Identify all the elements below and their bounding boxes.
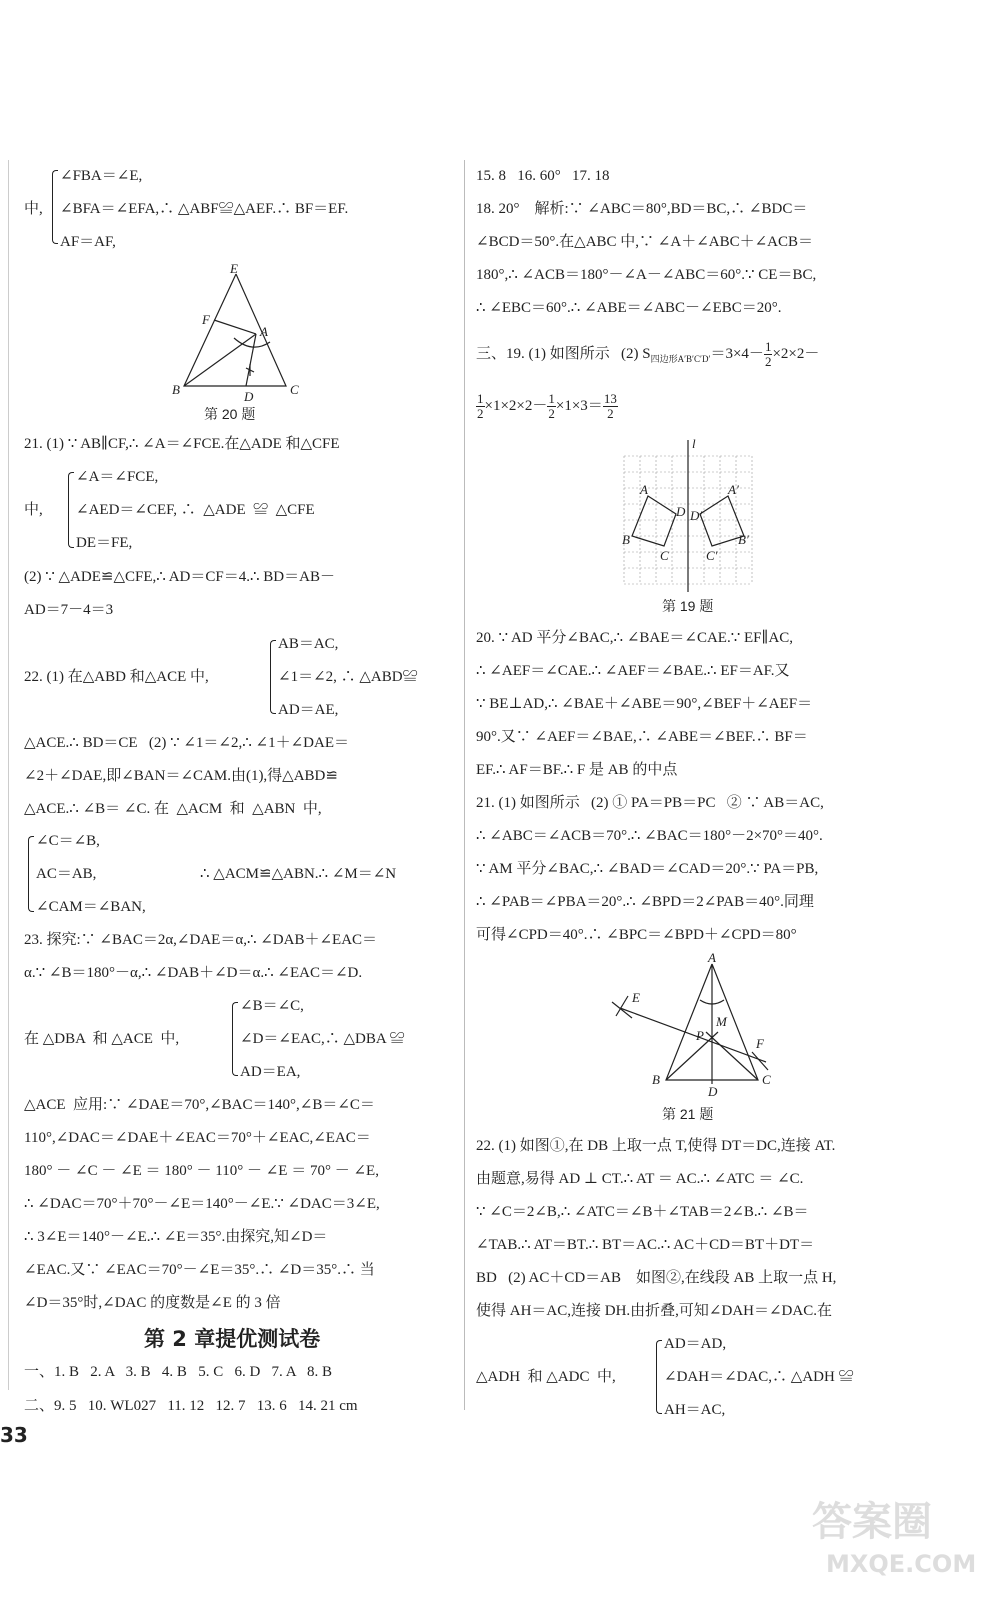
text-line: ∴ ∠EBC＝60°.∴ ∠ABE＝∠ABC－∠EBC＝20°. bbox=[476, 300, 782, 316]
figure-caption: 第 20 题 bbox=[204, 406, 256, 422]
text-line: AC＝AB, bbox=[36, 866, 97, 882]
numerator: 1 bbox=[764, 339, 772, 354]
figure-21 bbox=[606, 952, 776, 1098]
text-line: (2) ∵ △ADE≌△CFE,∴ AD＝CF＝4.∴ BD＝AB－ bbox=[24, 569, 335, 585]
label-l: l bbox=[692, 436, 696, 451]
text-line: AH＝AC, bbox=[664, 1402, 726, 1418]
text-line: △ADH 和 △ADC 中, bbox=[476, 1369, 616, 1385]
text-line: ∠CAM＝∠BAN, bbox=[36, 899, 146, 915]
answers-choice: 一、1. B 2. A 3. B 4. B 5. C 6. D 7. A 8. B bbox=[24, 1364, 332, 1380]
text-line: ∴ ∠AEF＝∠CAE.∴ ∠AEF＝∠BAE.∴ EF＝AF.又 bbox=[476, 663, 790, 679]
text-line: 21. (1) ∵ AB∥CF,∴ ∠A＝∠FCE.在△ADE 和△CFE bbox=[24, 436, 340, 452]
text-line: 中, bbox=[24, 201, 43, 217]
label-c: C bbox=[290, 382, 299, 397]
brace bbox=[656, 1340, 662, 1414]
text-line: ∠D＝35°时,∠DAC 的度数是∠E 的 3 倍 bbox=[24, 1295, 281, 1311]
label-e: E bbox=[230, 262, 238, 276]
text-line: ∠A＝∠FCE, bbox=[76, 469, 159, 485]
brace bbox=[270, 640, 276, 714]
text-line: ∠EAC.又∵ ∠EAC＝70°－∠E＝35°.∴ ∠D＝35°.∴ 当 bbox=[24, 1262, 375, 1278]
label-a: A bbox=[708, 952, 716, 965]
text-line: ∴ 3∠E＝140°－∠E.∴ ∠E＝35°.由探究,知∠D＝ bbox=[24, 1229, 328, 1245]
text-line: ∠TAB.∴ AT＝BT.∴ BT＝AC.∴ AC＋CD＝BT＋DT＝ bbox=[476, 1237, 815, 1253]
label-d-prime: D′ bbox=[690, 508, 703, 523]
text-line: AD＝EA, bbox=[240, 1064, 301, 1080]
denominator: 2 bbox=[477, 406, 484, 421]
watermark-url: MXQE.COM bbox=[826, 1550, 977, 1578]
text: ×2×2－ bbox=[772, 345, 820, 362]
text-line: ∵ BE⊥AD,∴ ∠BAE＋∠ABE＝90°,∠BEF＋∠AEF＝ bbox=[476, 696, 813, 712]
text-line: 中, bbox=[24, 502, 43, 518]
text: ＝3×4－ bbox=[710, 345, 764, 362]
label-c: C bbox=[660, 548, 669, 563]
text-line: 110°,∠DAC＝∠DAE＋∠EAC＝70°＋∠EAC,∠EAC＝ bbox=[24, 1130, 371, 1146]
label-b: B bbox=[172, 382, 180, 397]
text-line: AD＝AE, bbox=[278, 702, 339, 718]
label-d: D bbox=[676, 504, 686, 519]
text-line: ∴ △ACM≌△ABN.∴ ∠M＝∠N bbox=[200, 866, 397, 882]
text-line: ∵ AM 平分∠BAC,∴ ∠BAD＝∠CAD＝20°.∵ PA＝PB, bbox=[476, 861, 819, 877]
text-line: ∴ ∠PAB＝∠PBA＝20°.∴ ∠BPD＝2∠PAB＝40°.同理 bbox=[476, 894, 814, 910]
denominator: 2 bbox=[548, 406, 555, 421]
brace bbox=[28, 836, 34, 912]
text-line: 180°,∴ ∠ACB＝180°－∠A－∠ABC＝60°.∵ CE＝BC, bbox=[476, 267, 817, 283]
label-c: C bbox=[762, 1072, 771, 1087]
text-line: 21. (1) 如图所示 (2) ① PA＝PB＝PC ② ∵ AB＝AC, bbox=[476, 795, 824, 811]
text-line: ∠BCD＝50°.在△ABC 中,∵ ∠A＋∠ABC＋∠ACB＝ bbox=[476, 234, 814, 250]
denominator: 2 bbox=[764, 354, 772, 369]
label-d: D bbox=[244, 389, 254, 404]
label-f: F bbox=[756, 1036, 764, 1051]
text-line: 可得∠CPD＝40°.∴ ∠BPC＝∠BPD＋∠CPD＝80° bbox=[476, 927, 797, 943]
figure-caption: 第 21 题 bbox=[662, 1106, 714, 1122]
figure-19 bbox=[618, 436, 758, 592]
text-line: AD＝7－4＝3 bbox=[24, 602, 114, 618]
text-line: 由题意,易得 AD ⊥ CT.∴ AT ＝ AC.∴ ∠ATC ＝ ∠C. bbox=[476, 1171, 804, 1187]
label-p: P bbox=[696, 1028, 704, 1043]
brace bbox=[52, 170, 58, 244]
text-line: △ACE.∴ ∠B＝ ∠C. 在 △ACM 和 △ABN 中, bbox=[24, 801, 322, 817]
watermark-logo: 答案圈 bbox=[812, 1499, 932, 1545]
fraction bbox=[547, 392, 556, 421]
text-line: AD＝AD, bbox=[664, 1336, 727, 1352]
text-line: ∠D＝∠EAC,∴ △DBA ≌ bbox=[240, 1031, 405, 1047]
column-divider bbox=[464, 160, 465, 1410]
text-line: 90°.又∵ ∠AEF＝∠BAE,∴ ∠ABE＝∠BEF.∴ BF＝ bbox=[476, 729, 808, 745]
text-line: 22. (1) 如图①,在 DB 上取一点 T,使得 DT＝DC,连接 AT. bbox=[476, 1138, 836, 1154]
label-m: M bbox=[716, 1014, 727, 1029]
margin-line bbox=[8, 160, 9, 1390]
text-line: ∠B＝∠C, bbox=[240, 998, 304, 1014]
fraction bbox=[476, 392, 485, 421]
label-b: B bbox=[622, 532, 630, 547]
text-line: ∴ ∠ABC＝∠ACB＝70°.∴ ∠BAC＝180°－2×70°＝40°. bbox=[476, 828, 823, 844]
text-line: EF.∴ AF＝BF.∴ F 是 AB 的中点 bbox=[476, 762, 678, 778]
text-line: 20. ∵ AD 平分∠BAC,∴ ∠BAE＝∠CAE.∵ EF∥AC, bbox=[476, 630, 794, 646]
text-line: ∠1＝∠2, ∴ △ABD≌ bbox=[278, 669, 418, 685]
numerator: 1 bbox=[548, 391, 555, 406]
section-title: 第 2 章提优测试卷 bbox=[144, 1327, 321, 1351]
label-a: A bbox=[260, 324, 268, 339]
text-line: △ACE.∴ BD＝CE (2) ∵ ∠1＝∠2,∴ ∠1＋∠DAE＝ bbox=[24, 735, 350, 751]
numerator: 13 bbox=[603, 391, 617, 406]
text-line: 180° － ∠C － ∠E ＝ 180° － 110° － ∠E ＝ 70° － ∠E, bbox=[24, 1163, 379, 1179]
text-line: 使得 AH＝AC,连接 DH.由折叠,可知∠DAH＝∠DAC.在 bbox=[476, 1303, 832, 1319]
subscript: 四边形A′B′C′D′ bbox=[650, 353, 711, 364]
figure-caption: 第 19 题 bbox=[662, 598, 714, 614]
text-line: ∠BFA＝∠EFA,∴ △ABF≌△AEF.∴ BF＝EF. bbox=[60, 201, 349, 217]
text-line: ∠FBA＝∠E, bbox=[60, 168, 143, 184]
fraction bbox=[603, 392, 618, 421]
text-line: ∠DAH＝∠DAC,∴ △ADH ≌ bbox=[664, 1369, 854, 1385]
text-line: △ACE 应用:∵ ∠DAE＝70°,∠BAC＝140°,∠B＝∠C＝ bbox=[24, 1097, 375, 1113]
text-line: 18. 20° 解析:∵ ∠ABC＝80°,BD＝BC,∴ ∠BDC＝ bbox=[476, 201, 808, 217]
formula-line bbox=[476, 340, 819, 369]
denominator: 2 bbox=[607, 406, 614, 421]
figure-20 bbox=[170, 262, 330, 404]
label-d: D bbox=[708, 1084, 718, 1098]
text-line: ∠C＝∠B, bbox=[36, 833, 100, 849]
text-line: BD (2) AC＋CD＝AB 如图②,在线段 AB 上取一点 H, bbox=[476, 1270, 837, 1286]
label-f: F bbox=[202, 312, 210, 327]
label-e: E bbox=[632, 990, 640, 1005]
text-line: 23. 探究:∵ ∠BAC＝2α,∠DAE＝α,∴ ∠DAB＋∠EAC＝ bbox=[24, 932, 378, 948]
text-line: 在 △DBA 和 △ACE 中, bbox=[24, 1031, 180, 1047]
answers-fill: 二、9. 5 10. WL027 11. 12 12. 7 13. 6 14. 21 cm bbox=[24, 1398, 358, 1414]
brace bbox=[232, 1002, 238, 1076]
text-line: 15. 8 16. 60° 17. 18 bbox=[476, 168, 610, 184]
text-line: DE＝FE, bbox=[76, 535, 133, 551]
text-line: AB＝AC, bbox=[278, 636, 339, 652]
page-number: 33 bbox=[0, 1418, 32, 1452]
text-line: ∠AED＝∠CEF, ∴ △ADE ≌ △CFE bbox=[76, 502, 315, 518]
label-b-prime: B′ bbox=[738, 532, 749, 547]
text-line: AF＝AF, bbox=[60, 234, 116, 250]
numerator: 1 bbox=[477, 391, 484, 406]
formula-line bbox=[476, 392, 618, 421]
text: ×1×3＝ bbox=[555, 397, 603, 414]
text: 三、19. (1) 如图所示 (2) S bbox=[476, 345, 651, 362]
text-line: ∴ ∠DAC＝70°＋70°－∠E＝140°－∠E.∵ ∠DAC＝3∠E, bbox=[24, 1196, 380, 1212]
text-line: ∵ ∠C＝2∠B,∴ ∠ATC＝∠B＋∠TAB＝2∠B.∴ ∠B＝ bbox=[476, 1204, 809, 1220]
label-a: A bbox=[640, 482, 648, 497]
text-line: 22. (1) 在△ABD 和△ACE 中, bbox=[24, 669, 209, 685]
text: ×1×2×2－ bbox=[484, 397, 548, 414]
brace bbox=[68, 472, 74, 548]
label-c-prime: C′ bbox=[706, 548, 718, 563]
label-b: B bbox=[652, 1072, 660, 1087]
text-line: ∠2＋∠DAE,即∠BAN＝∠CAM.由(1),得△ABD≌ bbox=[24, 768, 338, 784]
label-a-prime: A′ bbox=[728, 482, 739, 497]
text-line: α.∵ ∠B＝180°－α,∴ ∠DAB＋∠D＝α.∴ ∠EAC＝∠D. bbox=[24, 965, 363, 981]
